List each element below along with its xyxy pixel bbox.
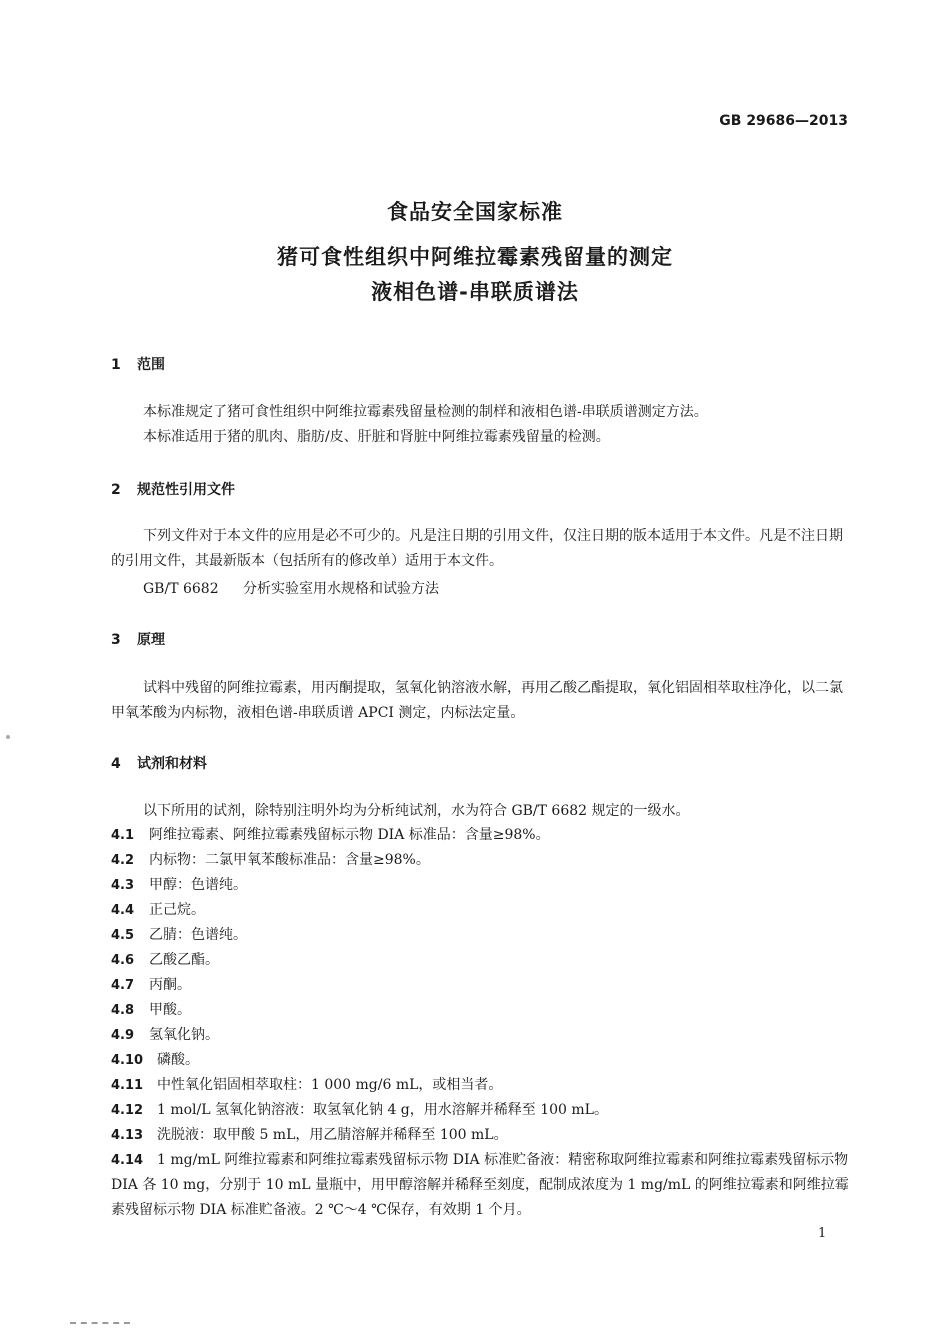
item-number: 4.14 xyxy=(111,1153,144,1168)
item-number: 4.6 xyxy=(111,953,135,968)
list-item xyxy=(111,1098,851,1123)
item-text: 1 mol/L 氢氧化钠溶液：取氢氧化钠 4 g，用水溶解并稀释至 100 mL。 xyxy=(157,1102,608,1118)
list-item xyxy=(111,1123,851,1148)
list-item xyxy=(111,898,851,923)
section-1-paragraph-1: 本标准规定了猪可食性组织中阿维拉霉素残留量检测的制样和液相色谱-串联质谱测定方法。 xyxy=(143,404,708,420)
item-text: 丙酮。 xyxy=(149,977,191,993)
list-item xyxy=(111,823,851,848)
list-item xyxy=(111,923,851,948)
item-text: 甲酸。 xyxy=(149,1002,191,1018)
section-title: 范围 xyxy=(137,357,165,373)
section-number: 4 xyxy=(111,756,121,772)
section-title: 原理 xyxy=(137,632,165,648)
section-number: 2 xyxy=(111,482,121,498)
section-number: 1 xyxy=(111,357,121,373)
document-title-line2: 液相色谱-串联质谱法 xyxy=(371,280,579,304)
section-1-paragraph-2: 本标准适用于猪的肌肉、脂肪/皮、肝脏和肾脏中阿维拉霉素残留量的检测。 xyxy=(143,429,610,445)
document-title-main: 食品安全国家标准 xyxy=(387,200,563,224)
section-4-heading xyxy=(111,753,207,773)
item-number: 4.11 xyxy=(111,1078,144,1093)
item-number: 4.1 xyxy=(111,828,135,843)
list-item xyxy=(111,973,851,998)
item-number: 4.13 xyxy=(111,1128,144,1143)
reference-title: 分析实验室用水规格和试验方法 xyxy=(243,581,439,597)
item-number: 4.3 xyxy=(111,878,135,893)
list-item xyxy=(111,1073,851,1098)
item-text: 甲醇：色谱纯。 xyxy=(149,877,247,893)
section-1-heading xyxy=(111,354,165,374)
reference-code: GB/T 6682 xyxy=(143,581,219,597)
item-number: 4.8 xyxy=(111,1003,135,1018)
scan-artifact xyxy=(70,1322,130,1326)
page-number: 1 xyxy=(818,1226,827,1241)
item-text: 乙酸乙酯。 xyxy=(149,952,219,968)
item-text: 洗脱液：取甲酸 5 mL，用乙腈溶解并稀释至 100 mL。 xyxy=(157,1127,508,1143)
item-number: 4.10 xyxy=(111,1053,144,1068)
document-title-line1: 猪可食性组织中阿维拉霉素残留量的测定 xyxy=(277,245,673,269)
list-item xyxy=(111,848,851,873)
item-text: 磷酸。 xyxy=(157,1052,199,1068)
item-number: 4.2 xyxy=(111,853,135,868)
section-title: 规范性引用文件 xyxy=(137,482,235,498)
item-text: 1 mg/mL 阿维拉霉素和阿维拉霉素残留标示物 DIA 标准贮备液：精密称取阿维拉霉素和阿维拉霉素残留标示物 DIA 各 10 mg，分别于 10 mL 量瓶中，用甲醇溶解并稀释至刻度，配制成浓度为 1 mg/mL 的阿维拉霉素和阿维拉霉素残留标示物 DIA 标准贮备液。2 ℃～4 ℃保存，有效期 1 个月。 xyxy=(111,1152,849,1218)
list-item xyxy=(111,998,851,1023)
section-2-paragraph-1: 下列文件对于本文件的应用是必不可少的。凡是注日期的引用文件，仅注日期的版本适用于本文件。凡是不注日期的引用文件，其最新版本（包括所有的修改单）适用于本文件。 xyxy=(111,528,843,569)
section-4-intro: 以下所用的试剂，除特别注明外均为分析纯试剂，水为符合 GB/T 6682 规定的一级水。 xyxy=(143,803,690,819)
item-number: 4.5 xyxy=(111,928,135,943)
list-item xyxy=(111,1023,851,1048)
item-number: 4.12 xyxy=(111,1103,144,1118)
list-item xyxy=(111,1148,851,1223)
item-text: 正己烷。 xyxy=(149,902,205,918)
section-3-paragraph-1: 试料中残留的阿维拉霉素，用丙酮提取，氢氧化钠溶液水解，再用乙酸乙酯提取，氧化铝固相萃取柱净化，以二氯甲氧苯酸为内标物，液相色谱-串联质谱 APCI 测定，内标法定量。 xyxy=(111,680,843,721)
section-3-heading xyxy=(111,629,165,649)
section-2-heading xyxy=(111,479,235,499)
item-text: 内标物：二氯甲氧苯酸标准品：含量≥98%。 xyxy=(149,852,430,868)
item-text: 乙腈：色谱纯。 xyxy=(149,927,247,943)
standard-number: GB 29686—2013 xyxy=(719,113,848,129)
scan-artifact xyxy=(6,735,10,739)
list-item xyxy=(111,1048,851,1073)
item-number: 4.7 xyxy=(111,978,135,993)
item-text: 阿维拉霉素、阿维拉霉素残留标示物 DIA 标准品：含量≥98%。 xyxy=(149,827,550,843)
item-number: 4.4 xyxy=(111,903,135,918)
item-text: 氢氧化钠。 xyxy=(149,1027,219,1043)
section-number: 3 xyxy=(111,632,121,648)
section-title: 试剂和材料 xyxy=(137,756,207,772)
list-item xyxy=(111,873,851,898)
item-text: 中性氧化铝固相萃取柱：1 000 mg/6 mL，或相当者。 xyxy=(157,1077,503,1093)
normative-reference xyxy=(143,578,439,598)
item-number: 4.9 xyxy=(111,1028,135,1043)
list-item xyxy=(111,948,851,973)
